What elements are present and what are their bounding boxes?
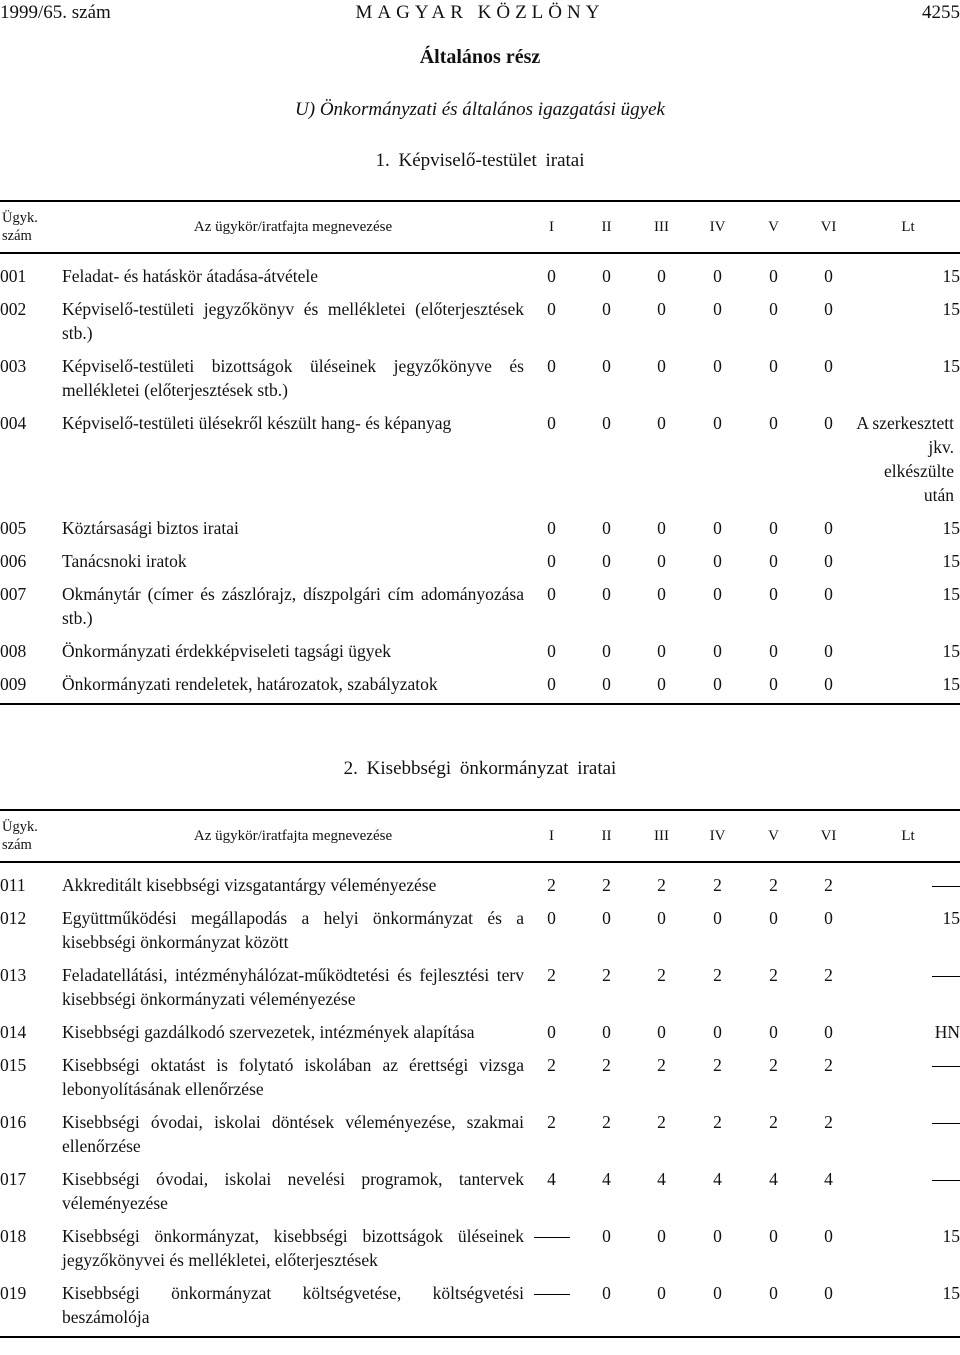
row-value: 0 [713, 584, 722, 604]
dash-mark [534, 1294, 570, 1295]
row-value: 0 [689, 1281, 746, 1337]
column-header-i: I [524, 810, 579, 862]
row-value: 0 [824, 1226, 833, 1246]
table-row [0, 516, 960, 549]
row-value: 2 [824, 875, 833, 895]
row-name: Kisebbségi oktatást is folytató iskolában az érettségi vizsga lebonyolításának ellenőrzése [62, 1055, 524, 1099]
row-value: 0 [547, 413, 556, 433]
row-value: 0 [657, 356, 666, 376]
row-value: 2 [713, 1055, 722, 1075]
row-name: Kisebbségi önkormányzat költségvetése, költségvetési beszámolója [62, 1281, 524, 1337]
row-lt [856, 862, 960, 906]
row-value: 2 [769, 965, 778, 985]
dash-mark [932, 1123, 960, 1124]
table-row [0, 411, 960, 516]
row-name: Önkormányzati érdekképviseleti tagsági ügyek [62, 641, 391, 661]
row-value: 0 [602, 908, 611, 928]
dash-mark [932, 886, 960, 887]
row-lt: 15 [942, 1226, 960, 1246]
table-row [0, 1281, 960, 1337]
row-lt: 15 [942, 518, 960, 538]
row-lt: 15 [942, 584, 960, 604]
column-header-code: Ügyk. szám [0, 810, 62, 862]
row-value: 0 [713, 1226, 722, 1246]
table-row [0, 862, 960, 906]
row-value: 0 [824, 551, 833, 571]
table-row [0, 1167, 960, 1224]
row-lt [856, 1167, 960, 1224]
table-header-row [0, 201, 960, 253]
row-value: 0 [746, 672, 801, 704]
row-lt: A szerkesztett jkv. elkészülte után [856, 413, 954, 505]
row-value: 0 [547, 584, 556, 604]
row-code: 015 [0, 1055, 27, 1075]
row-value: 2 [713, 965, 722, 985]
row-code: 003 [0, 356, 27, 376]
row-lt: 15 [856, 1281, 960, 1337]
table-row [0, 639, 960, 672]
row-value: 4 [547, 1169, 556, 1189]
row-value: 0 [602, 551, 611, 571]
row-value: 2 [602, 1055, 611, 1075]
issue-number: 1999/65. szám [0, 2, 111, 23]
row-value: 2 [769, 875, 778, 895]
row-value: 0 [602, 518, 611, 538]
row-value: 2 [769, 1055, 778, 1075]
row-name: Tanácsnoki iratok [62, 551, 187, 571]
row-value: 0 [547, 551, 556, 571]
row-value: 2 [657, 875, 666, 895]
row-value: 0 [547, 1022, 556, 1042]
row-value: 2 [824, 1112, 833, 1132]
row-name: Feladatellátási, intézményhálózat-működtetési és fejlesztési terv kisebbségi önkormányzati véleményezése [62, 965, 524, 1009]
row-value: 0 [602, 1022, 611, 1042]
row-code: 018 [0, 1226, 27, 1246]
row-lt: HN [934, 1022, 960, 1042]
row-value: 2 [547, 1112, 556, 1132]
row-value [524, 1224, 579, 1281]
row-name: Okmánytár (címer és zászlórajz, díszpolgári cím adományozása stb.) [62, 584, 524, 628]
row-value: 0 [769, 641, 778, 661]
row-value: 0 [713, 1022, 722, 1042]
row-value: 2 [602, 1112, 611, 1132]
section2-rows [0, 862, 960, 1337]
row-value: 2 [713, 1112, 722, 1132]
section2-title: 2. Kisebbségi önkormányzat iratai [343, 758, 617, 779]
row-value: 0 [657, 641, 666, 661]
table-header-row [0, 810, 960, 862]
row-value: 0 [657, 908, 666, 928]
row-value: 0 [824, 584, 833, 604]
table-row [0, 1110, 960, 1167]
row-lt: 15 [942, 299, 960, 319]
row-value: 0 [657, 1226, 666, 1246]
row-value: 0 [579, 1281, 634, 1337]
column-header-iv: IV [689, 201, 746, 253]
row-value: 0 [801, 672, 856, 704]
row-lt: 15 [942, 908, 960, 928]
column-header-iii: III [634, 810, 689, 862]
row-lt [856, 963, 960, 1020]
table-row [0, 672, 960, 704]
row-value: 0 [713, 908, 722, 928]
row-value: 2 [547, 965, 556, 985]
row-value: 0 [547, 518, 556, 538]
row-value: 0 [634, 672, 689, 704]
table-row [0, 354, 960, 411]
row-value: 2 [824, 1055, 833, 1075]
row-value [524, 1281, 579, 1337]
part-title: Általános rész [419, 46, 541, 68]
row-value: 0 [547, 299, 556, 319]
section1-rows [0, 253, 960, 704]
row-lt: 15 [942, 266, 960, 286]
row-code: 005 [0, 518, 27, 538]
table-row [0, 297, 960, 354]
row-value: 0 [713, 356, 722, 376]
table-row [0, 1053, 960, 1110]
row-value: 2 [713, 875, 722, 895]
row-value: 0 [602, 584, 611, 604]
row-value: 2 [602, 875, 611, 895]
row-value: 2 [824, 965, 833, 985]
row-name: Kisebbségi önkormányzat, kisebbségi bizottságok üléseinek jegyzőkönyvei és mellékletei, előterjesztések [62, 1226, 524, 1270]
section1-title: 1. Képviselő-testület iratai [375, 150, 585, 171]
row-value: 0 [657, 299, 666, 319]
table-row [0, 1224, 960, 1281]
row-value: 0 [824, 908, 833, 928]
row-value: 0 [713, 266, 722, 286]
row-value: 0 [713, 413, 722, 433]
row-value: 2 [547, 1055, 556, 1075]
section1-table [0, 200, 960, 705]
row-value: 0 [602, 413, 611, 433]
row-value: 0 [769, 299, 778, 319]
row-code: 002 [0, 299, 27, 319]
row-name: Feladat- és hatáskör átadása-átvétele [62, 266, 319, 286]
row-value: 0 [657, 551, 666, 571]
section2-table [0, 809, 960, 1338]
row-value: 0 [713, 299, 722, 319]
row-value: 0 [657, 518, 666, 538]
row-value: 4 [824, 1169, 833, 1189]
row-lt: 15 [856, 672, 960, 704]
row-value: 0 [824, 356, 833, 376]
row-name: Képviselő-testületi ülésekről készült hang- és képanyag [62, 413, 452, 433]
row-value: 0 [824, 641, 833, 661]
row-value: 4 [769, 1169, 778, 1189]
row-lt [856, 1053, 960, 1110]
row-value: 0 [769, 356, 778, 376]
row-name: Köztársasági biztos iratai [62, 518, 239, 538]
dash-mark [932, 976, 960, 977]
row-value: 0 [657, 1022, 666, 1042]
row-value: 0 [634, 1281, 689, 1337]
dash-mark [932, 1066, 960, 1067]
row-value: 0 [769, 551, 778, 571]
dash-mark [932, 1180, 960, 1181]
row-value: 0 [769, 266, 778, 286]
row-value: 0 [769, 413, 778, 433]
row-lt: 15 [942, 641, 960, 661]
row-value: 0 [602, 266, 611, 286]
row-value: 0 [657, 413, 666, 433]
chapter-title: U) Önkormányzati és általános igazgatási ügyek [295, 99, 665, 120]
row-lt [856, 1110, 960, 1167]
row-lt: 15 [942, 356, 960, 376]
table-row [0, 253, 960, 297]
row-name: Képviselő-testületi bizottságok üléseinek jegyzőkönyve és mellékletei (előterjesztések stb.) [62, 356, 524, 400]
dash-mark [534, 1237, 570, 1238]
row-value: 0 [769, 518, 778, 538]
table-row [0, 549, 960, 582]
row-value: 0 [689, 672, 746, 704]
table-row [0, 906, 960, 963]
row-value: 0 [579, 672, 634, 704]
row-value: 0 [602, 1226, 611, 1246]
row-value: 0 [824, 266, 833, 286]
row-value: 0 [824, 1022, 833, 1042]
row-name: Önkormányzati rendeletek, határozatok, szabályzatok [62, 672, 524, 704]
page-number: 4255 [922, 2, 960, 23]
row-value: 2 [769, 1112, 778, 1132]
row-value: 0 [602, 299, 611, 319]
column-header-iv: IV [689, 810, 746, 862]
row-value: 0 [657, 266, 666, 286]
page-header [0, 2, 960, 28]
table-row [0, 963, 960, 1020]
row-code: 001 [0, 266, 27, 286]
row-value: 0 [602, 356, 611, 376]
row-value: 2 [657, 965, 666, 985]
row-code: 017 [0, 1169, 27, 1189]
row-name: Kisebbségi gazdálkodó szervezetek, intézmények alapítása [62, 1022, 475, 1042]
row-code: 006 [0, 551, 27, 571]
row-value: 0 [801, 1281, 856, 1337]
row-code: 016 [0, 1112, 27, 1132]
row-name: Együttműködési megállapodás a helyi önkormányzat és a kisebbségi önkormányzat között [62, 908, 524, 952]
row-value: 0 [824, 518, 833, 538]
column-header-ii: II [579, 810, 634, 862]
row-value: 0 [547, 908, 556, 928]
row-code: 019 [0, 1281, 62, 1337]
row-value: 0 [524, 672, 579, 704]
row-value: 0 [769, 1022, 778, 1042]
column-header-i: I [524, 201, 579, 253]
column-header-code: Ügyk. szám [0, 201, 62, 253]
row-name: Akkreditált kisebbségi vizsgatantárgy véleményezése [62, 875, 437, 895]
row-value: 0 [769, 584, 778, 604]
table-row [0, 1020, 960, 1053]
row-value: 0 [824, 299, 833, 319]
row-value: 4 [713, 1169, 722, 1189]
row-value: 4 [602, 1169, 611, 1189]
row-value: 0 [713, 518, 722, 538]
row-value: 2 [547, 875, 556, 895]
row-code: 004 [0, 413, 27, 433]
row-value: 0 [713, 551, 722, 571]
row-lt: 15 [942, 551, 960, 571]
row-code: 014 [0, 1022, 27, 1042]
row-value: 0 [547, 266, 556, 286]
column-header-vi: VI [801, 201, 856, 253]
row-value: 0 [602, 641, 611, 661]
column-header-ii: II [579, 201, 634, 253]
row-value: 0 [824, 413, 833, 433]
row-value: 2 [657, 1112, 666, 1132]
table-row [0, 582, 960, 639]
row-code: 008 [0, 641, 27, 661]
row-value: 0 [769, 1226, 778, 1246]
column-header-lt: Lt [856, 810, 960, 862]
column-header-name: Az ügykör/iratfajta megnevezése [62, 201, 524, 253]
row-code: 011 [0, 875, 26, 895]
row-value: 4 [657, 1169, 666, 1189]
row-code: 007 [0, 584, 27, 604]
row-code: 012 [0, 908, 27, 928]
column-header-lt: Lt [856, 201, 960, 253]
column-header-v: V [746, 810, 801, 862]
row-code: 009 [0, 672, 62, 704]
row-name: Kisebbségi óvodai, iskolai nevelési programok, tantervek véleményezése [62, 1169, 524, 1213]
row-name: Képviselő-testületi jegyzőkönyv és mellékletei (előterjesztések stb.) [62, 299, 524, 343]
row-name: Kisebbségi óvodai, iskolai döntések véleményezése, szakmai ellenőrzése [62, 1112, 524, 1156]
row-code: 013 [0, 965, 27, 985]
row-value: 0 [547, 356, 556, 376]
column-header-vi: VI [801, 810, 856, 862]
row-value: 0 [746, 1281, 801, 1337]
row-value: 2 [602, 965, 611, 985]
row-value: 0 [769, 908, 778, 928]
row-value: 0 [713, 641, 722, 661]
column-header-iii: III [634, 201, 689, 253]
row-value: 0 [547, 641, 556, 661]
column-header-v: V [746, 201, 801, 253]
row-value: 2 [657, 1055, 666, 1075]
journal-title: MAGYAR KÖZLÖNY [355, 2, 605, 23]
row-value: 0 [657, 584, 666, 604]
column-header-name: Az ügykör/iratfajta megnevezése [62, 810, 524, 862]
